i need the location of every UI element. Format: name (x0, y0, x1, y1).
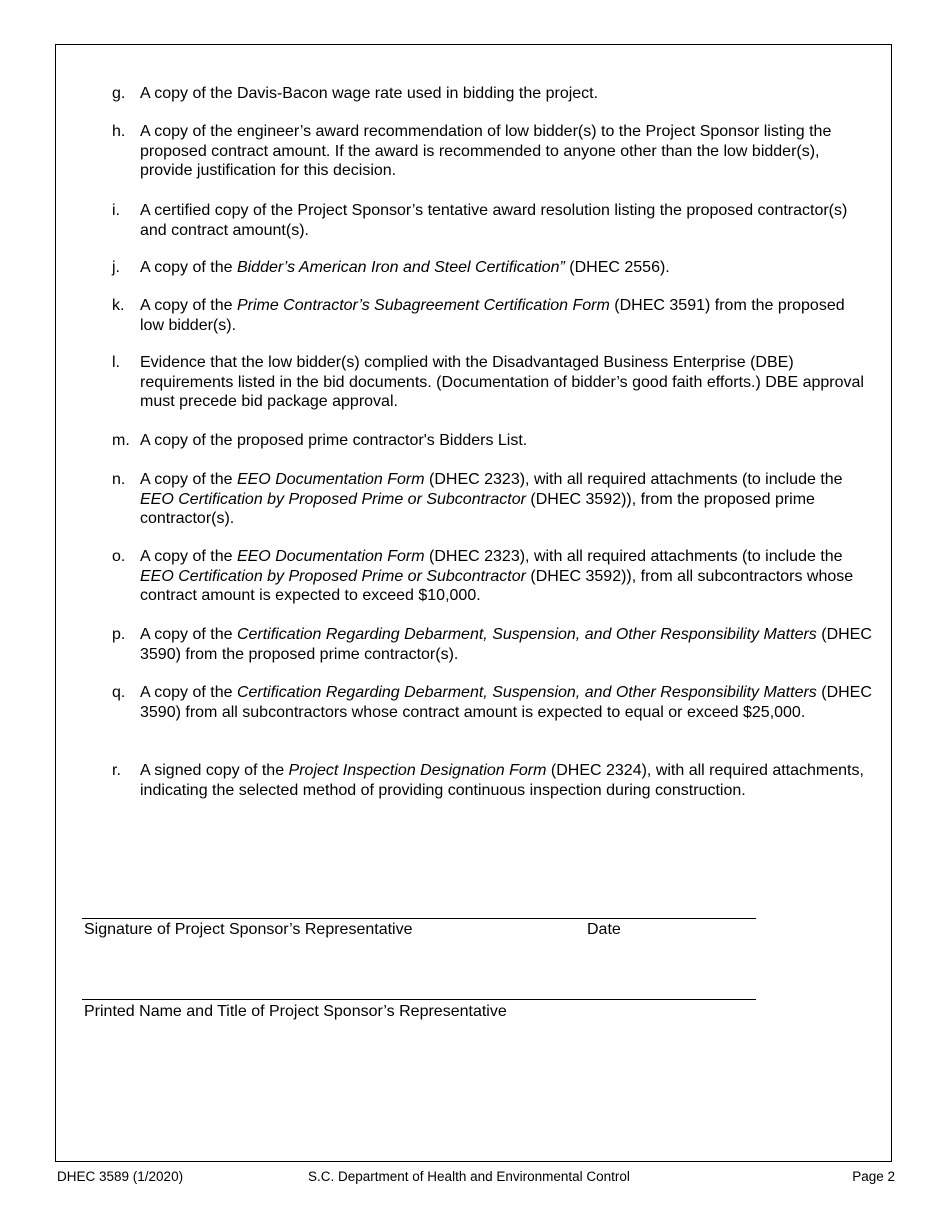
list-item-letter: q. (112, 684, 126, 701)
list-item-text (140, 122, 872, 181)
list-item-letter: n. (112, 471, 126, 488)
text-segment: (DHEC 3592)), from all subcontractors whose contract amount is expected to exceed $10,000. (140, 567, 854, 604)
list-item-text (140, 84, 872, 104)
form-id: DHEC 3589 (1/2020) (57, 1169, 184, 1184)
list-item (112, 122, 872, 181)
text-segment: (DHEC 2324), with all required attachments, indicating the selected method of providing continuous inspection during construction. (140, 762, 864, 799)
text-segment: A copy of the (140, 471, 237, 488)
list-item-letter: i. (112, 202, 120, 219)
list-item-text (140, 547, 872, 606)
italic-title: Certification Regarding Debarment, Suspension, and Other Responsibility Matters (236, 684, 817, 701)
list-item (112, 683, 872, 722)
text-segment: A copy of the (140, 684, 237, 701)
signature-label: Signature of Project Sponsor’s Representative (84, 921, 413, 938)
agency-name: S.C. Department of Health and Environmental Control (308, 1169, 630, 1184)
list-item (112, 761, 872, 800)
text-segment: (DHEC 2556). (564, 259, 670, 276)
text-segment: (DHEC 3590) from all subcontractors whose contract amount is expected to equal or exceed $25,000. (140, 684, 872, 721)
list-item-text (140, 470, 872, 529)
list-item (112, 258, 872, 278)
italic-title: Bidder’s American Iron and Steel Certification” (236, 259, 565, 276)
list-item (112, 353, 872, 412)
list-item (112, 547, 872, 606)
list-item (112, 625, 872, 664)
date-label: Date (587, 921, 621, 938)
list-item (112, 84, 872, 104)
list-item-letter: h. (112, 123, 126, 140)
list-item (112, 470, 872, 529)
text-segment: A copy of the (140, 626, 237, 643)
list-item-text (140, 201, 872, 240)
italic-title: Certification Regarding Debarment, Suspension, and Other Responsibility Matters (236, 626, 817, 643)
italic-title: EEO Certification by Proposed Prime or Subcontractor (140, 567, 526, 585)
text-segment: (DHEC 2323), with all required attachments (to include the (424, 471, 843, 488)
text-segment: A copy of the (140, 259, 237, 276)
list-item-letter: k. (112, 297, 125, 314)
text-segment: A copy of the (140, 548, 237, 565)
signature-line (82, 918, 756, 919)
text-segment: A copy of the Davis-Bacon wage rate used in bidding the project. (140, 85, 599, 102)
italic-title: Prime Contractor’s Subagreement Certification Form (236, 297, 610, 314)
list-item-text (140, 683, 872, 722)
printed-name-label: Printed Name and Title of Project Sponsor’s Representative (84, 1003, 507, 1020)
text-segment: A copy of the proposed prime contractor's Bidders List. (140, 432, 528, 449)
page-number: Page 2 (852, 1169, 895, 1184)
printed-name-line (82, 999, 756, 1000)
text-segment: A certified copy of the Project Sponsor’s tentative award resolution listing the proposed contractor(s) and contract amount(s). (140, 202, 848, 239)
italic-title: EEO Documentation Form (236, 548, 425, 565)
text-segment: A copy of the engineer’s award recommendation of low bidder(s) to the Project Sponsor listing the proposed contract amount. If the award is recommended to anyone other than the low bidder(s), provide justification for this decision. (140, 123, 832, 179)
list-item-text (140, 353, 872, 412)
list-item-letter: o. (112, 548, 126, 565)
list-item-letter: m. (112, 432, 130, 449)
list-item-letter: p. (112, 626, 126, 643)
list-item (112, 296, 872, 335)
text-segment: Evidence that the low bidder(s) complied with the Disadvantaged Business Enterprise (DBE) requirements listed in the bid documents. (Documentation of bidder’s good faith efforts.) DBE approval must precede bid package approval. (140, 354, 864, 410)
text-segment: (DHEC 3592)), from the proposed prime contractor(s). (140, 490, 815, 527)
list-item-letter: g. (112, 85, 126, 102)
list-item-text (140, 296, 872, 335)
text-segment: A copy of the (140, 297, 237, 314)
list-item-text (140, 761, 872, 800)
list-item (112, 431, 872, 451)
list-item-letter: r. (112, 762, 121, 779)
text-segment: A signed copy of the (140, 762, 289, 779)
list-item (112, 201, 872, 240)
list-item-text (140, 625, 872, 664)
list-item-text (140, 258, 872, 278)
list-item-letter: l. (112, 354, 120, 371)
italic-title: EEO Certification by Proposed Prime or Subcontractor (140, 490, 526, 508)
text-segment: (DHEC 2323), with all required attachments (to include the (424, 548, 843, 565)
italic-title: EEO Documentation Form (236, 471, 425, 488)
text-segment: (DHEC 3591) from the proposed low bidder(s). (140, 297, 845, 334)
italic-title: Project Inspection Designation Form (288, 762, 547, 779)
text-segment: (DHEC 3590) from the proposed prime contractor(s). (140, 626, 872, 663)
list-item-letter: j. (112, 259, 120, 276)
list-item-text (140, 431, 872, 451)
